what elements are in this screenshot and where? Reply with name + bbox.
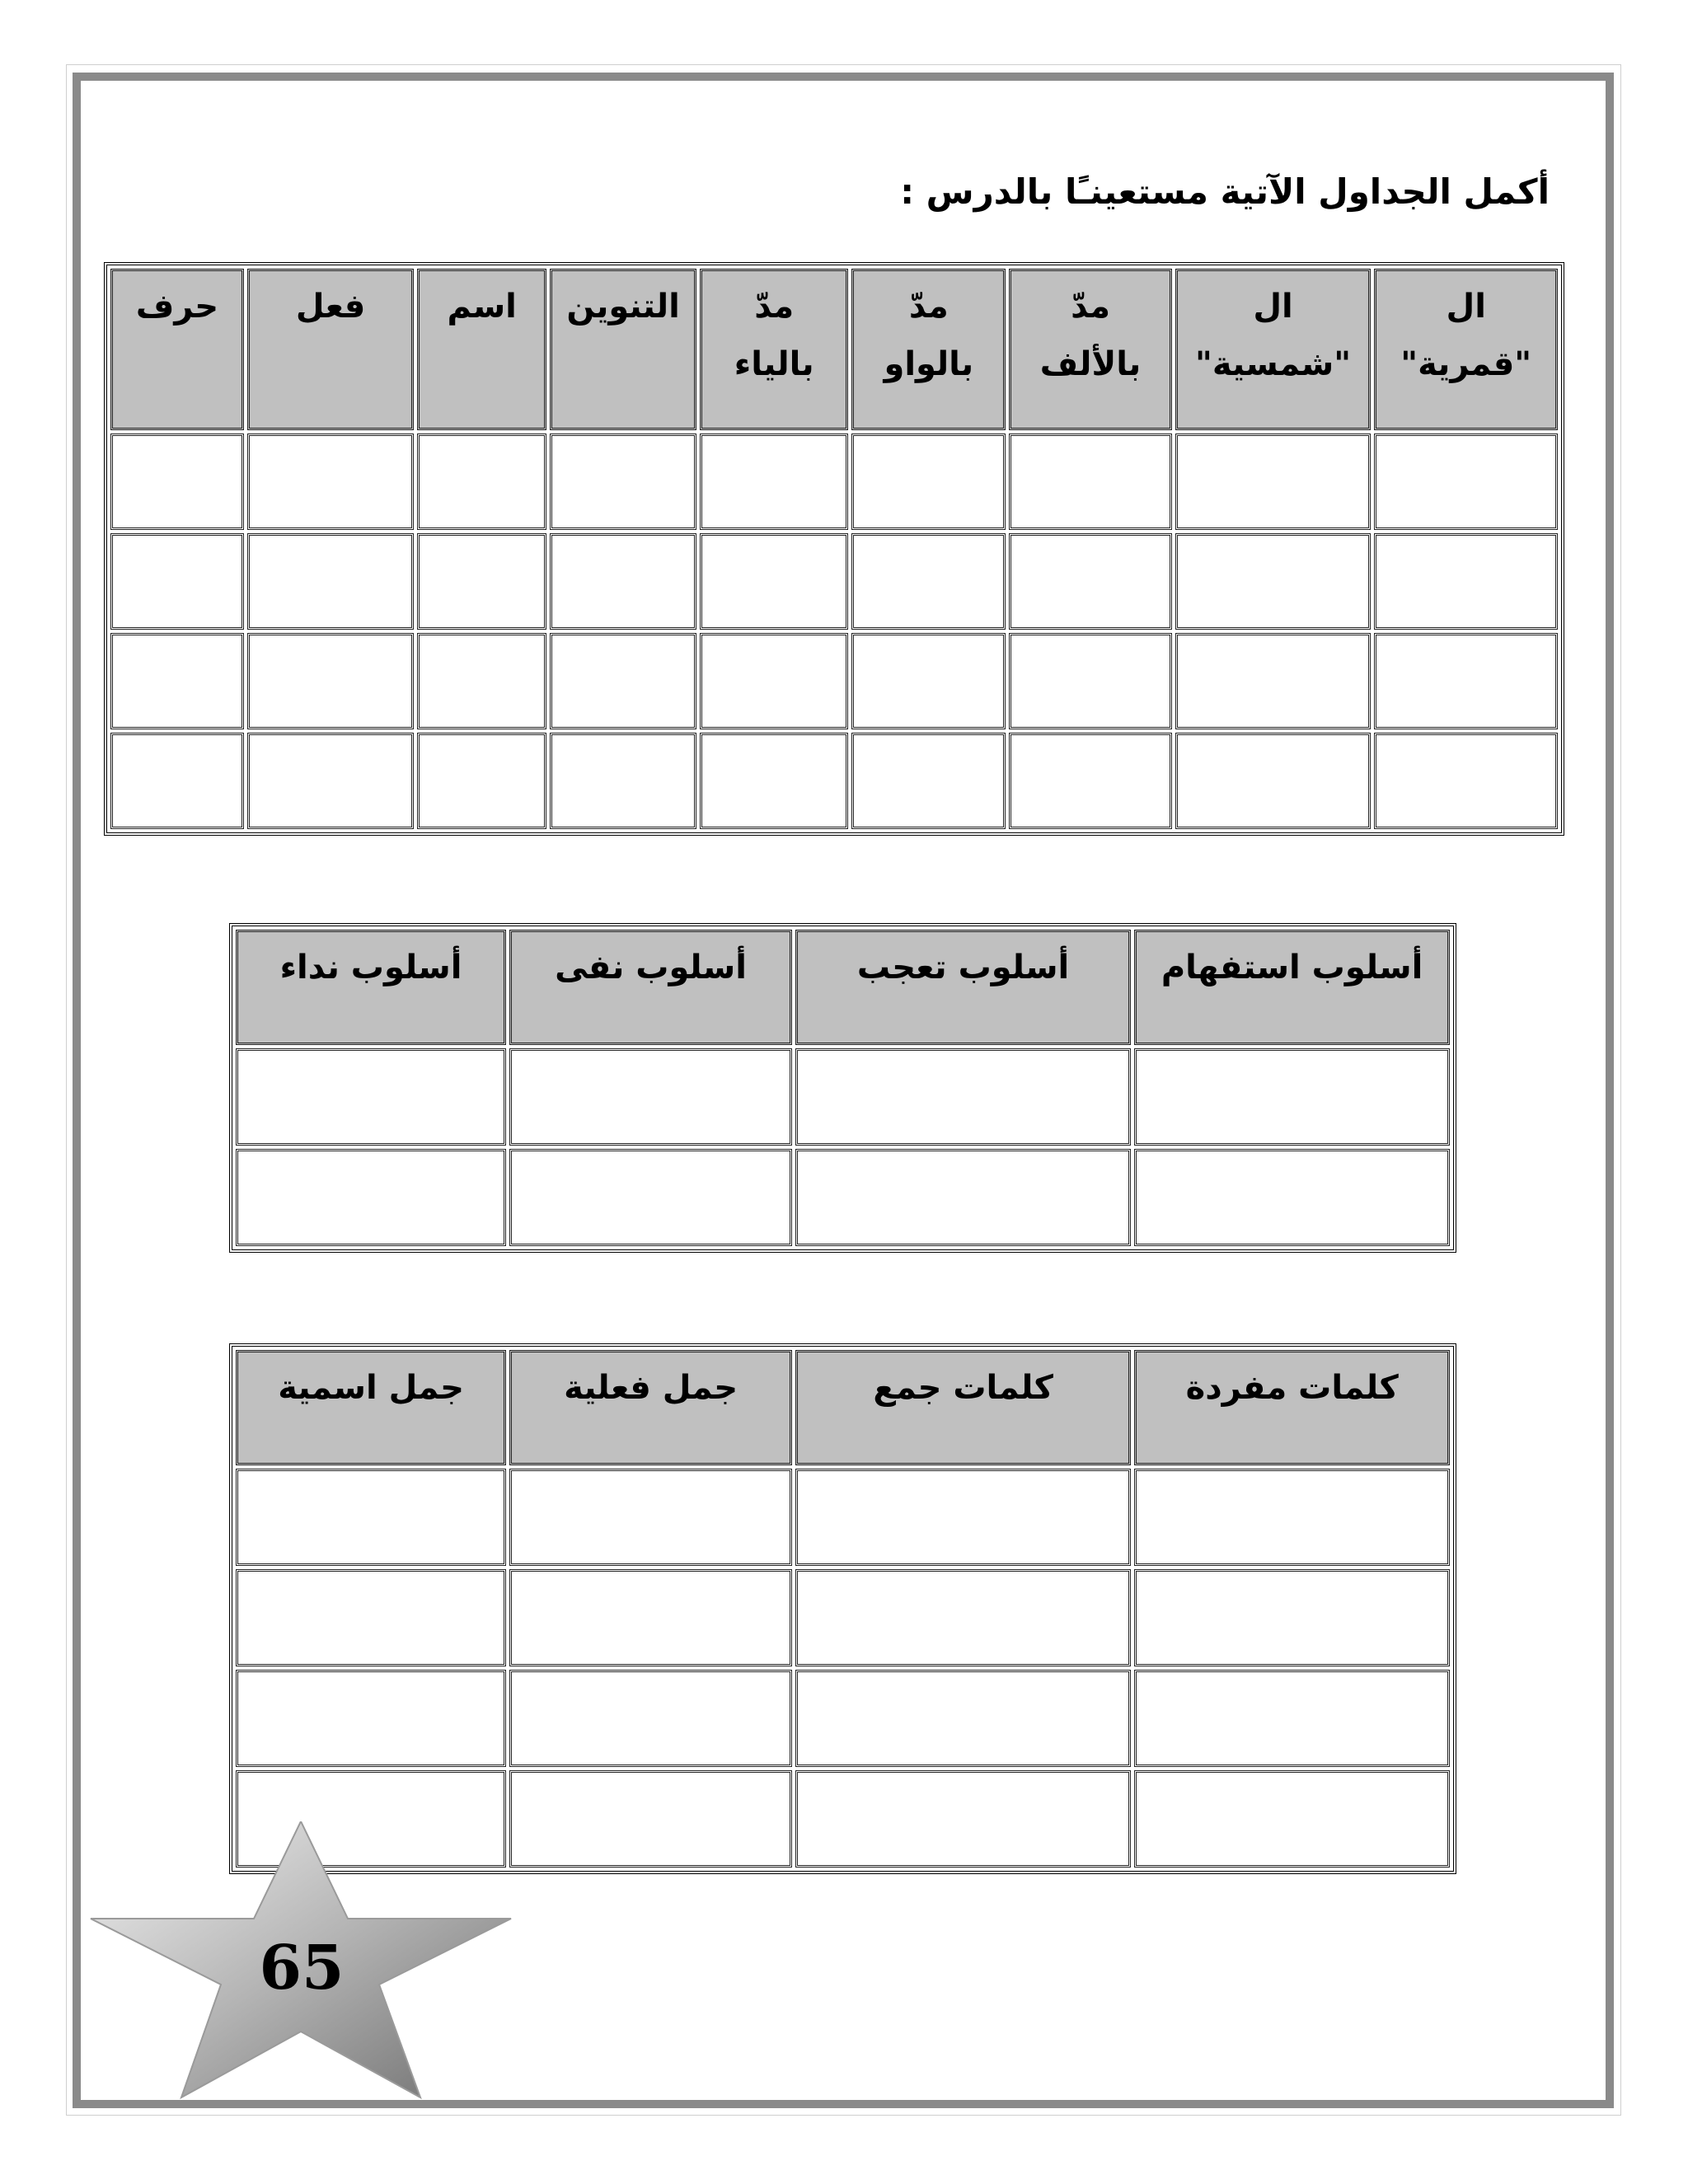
header-line-1: فعل — [295, 288, 366, 326]
answer-cell[interactable] — [795, 1469, 1131, 1566]
answer-cell[interactable] — [110, 533, 244, 630]
answer-cell[interactable] — [1134, 1469, 1450, 1566]
answer-cell[interactable] — [550, 434, 696, 530]
table-row — [236, 1670, 1450, 1767]
answer-cell[interactable] — [1374, 733, 1558, 829]
table-row — [110, 434, 1558, 530]
answer-cell[interactable] — [509, 1149, 792, 1246]
answer-cell[interactable] — [236, 1149, 506, 1246]
answer-cell[interactable] — [247, 733, 414, 829]
header-line-2: بالياء — [734, 345, 814, 383]
answer-cell[interactable] — [236, 1670, 506, 1767]
header-line-2: "شمسية" — [1194, 345, 1352, 383]
answer-cell[interactable] — [851, 533, 1006, 630]
answer-cell[interactable] — [509, 1569, 792, 1666]
answer-cell[interactable] — [1374, 633, 1558, 729]
table-styles — [229, 923, 1456, 1253]
table-row — [236, 1149, 1450, 1246]
answer-cell[interactable] — [509, 1469, 792, 1566]
instruction-text: أكمل الجداول الآتية مستعينـًا بالدرس : — [900, 171, 1550, 212]
answer-cell[interactable] — [700, 533, 848, 630]
header-cell: أسلوب تعجب — [795, 930, 1131, 1045]
answer-cell[interactable] — [700, 633, 848, 729]
table-header-row — [236, 930, 1450, 1045]
table-row — [110, 633, 1558, 729]
answer-cell[interactable] — [110, 434, 244, 530]
header-cell: أسلوب نداء — [236, 930, 506, 1045]
table-header-row — [110, 269, 1558, 430]
answer-cell[interactable] — [1134, 1770, 1450, 1868]
answer-cell[interactable] — [417, 733, 546, 829]
answer-cell[interactable] — [1009, 633, 1171, 729]
answer-cell[interactable] — [550, 633, 696, 729]
answer-cell[interactable] — [1374, 434, 1558, 530]
header-cell — [851, 269, 1006, 430]
header-cell — [247, 269, 414, 430]
answer-cell[interactable] — [550, 733, 696, 829]
answer-cell[interactable] — [110, 733, 244, 829]
header-line-1: مدّ — [1071, 288, 1110, 326]
header-line-2: بالواو — [884, 345, 974, 383]
answer-cell[interactable] — [795, 1670, 1131, 1767]
answer-cell[interactable] — [795, 1770, 1131, 1868]
header-cell — [417, 269, 546, 430]
table-row — [236, 1569, 1450, 1666]
table-row — [236, 1469, 1450, 1566]
answer-cell[interactable] — [550, 533, 696, 630]
answer-cell[interactable] — [509, 1670, 792, 1767]
answer-cell[interactable] — [1134, 1149, 1450, 1246]
header-line-1: اسم — [447, 288, 517, 326]
header-cell: جمل اسمية — [236, 1350, 506, 1465]
answer-cell[interactable] — [236, 1569, 506, 1666]
header-cell — [110, 269, 244, 430]
header-cell: كلمات مفردة — [1134, 1350, 1450, 1465]
page-number: 65 — [259, 1933, 345, 2004]
answer-cell[interactable] — [417, 533, 546, 630]
header-cell — [1009, 269, 1171, 430]
answer-cell[interactable] — [236, 1048, 506, 1146]
header-cell — [1175, 269, 1372, 430]
answer-cell[interactable] — [509, 1048, 792, 1146]
answer-cell[interactable] — [851, 633, 1006, 729]
answer-cell[interactable] — [509, 1770, 792, 1868]
answer-cell[interactable] — [795, 1149, 1131, 1246]
answer-cell[interactable] — [247, 434, 414, 530]
answer-cell[interactable] — [1134, 1670, 1450, 1767]
answer-cell[interactable] — [795, 1048, 1131, 1146]
answer-cell[interactable] — [700, 434, 848, 530]
answer-cell[interactable] — [1175, 733, 1372, 829]
answer-cell[interactable] — [1374, 533, 1558, 630]
header-cell — [550, 269, 696, 430]
answer-cell[interactable] — [1175, 633, 1372, 729]
answer-cell[interactable] — [1134, 1569, 1450, 1666]
header-line-1: ال — [1253, 288, 1293, 326]
answer-cell[interactable] — [247, 633, 414, 729]
header-line-1: ال — [1446, 288, 1486, 326]
header-line-2: بالألف — [1039, 345, 1142, 383]
answer-cell[interactable] — [1175, 434, 1372, 530]
answer-cell[interactable] — [851, 434, 1006, 530]
header-cell — [700, 269, 848, 430]
answer-cell[interactable] — [417, 434, 546, 530]
answer-cell[interactable] — [417, 633, 546, 729]
answer-cell[interactable] — [1134, 1048, 1450, 1146]
table-words-sentences — [229, 1343, 1456, 1874]
table-letters-words — [104, 262, 1564, 836]
answer-cell[interactable] — [700, 733, 848, 829]
table-row — [110, 533, 1558, 630]
header-line-1: التنوين — [566, 288, 680, 326]
header-line-2: "قمرية" — [1400, 345, 1532, 383]
header-cell: جمل فعلية — [509, 1350, 792, 1465]
header-cell: أسلوب نفى — [509, 930, 792, 1045]
header-line-1: مدّ — [908, 288, 949, 326]
answer-cell[interactable] — [795, 1569, 1131, 1666]
table-row — [110, 733, 1558, 829]
answer-cell[interactable] — [110, 633, 244, 729]
answer-cell[interactable] — [1175, 533, 1372, 630]
header-cell: كلمات جمع — [795, 1350, 1131, 1465]
answer-cell[interactable] — [1009, 733, 1171, 829]
answer-cell[interactable] — [1009, 533, 1171, 630]
header-line-1: حرف — [135, 288, 219, 326]
answer-cell[interactable] — [236, 1469, 506, 1566]
table-header-row — [236, 1350, 1450, 1465]
header-cell — [1374, 269, 1558, 430]
answer-cell[interactable] — [247, 533, 414, 630]
table-row — [236, 1048, 1450, 1146]
header-cell: أسلوب استفهام — [1134, 930, 1450, 1045]
header-line-1: مدّ — [754, 288, 795, 326]
answer-cell[interactable] — [851, 733, 1006, 829]
answer-cell[interactable] — [1009, 434, 1171, 530]
